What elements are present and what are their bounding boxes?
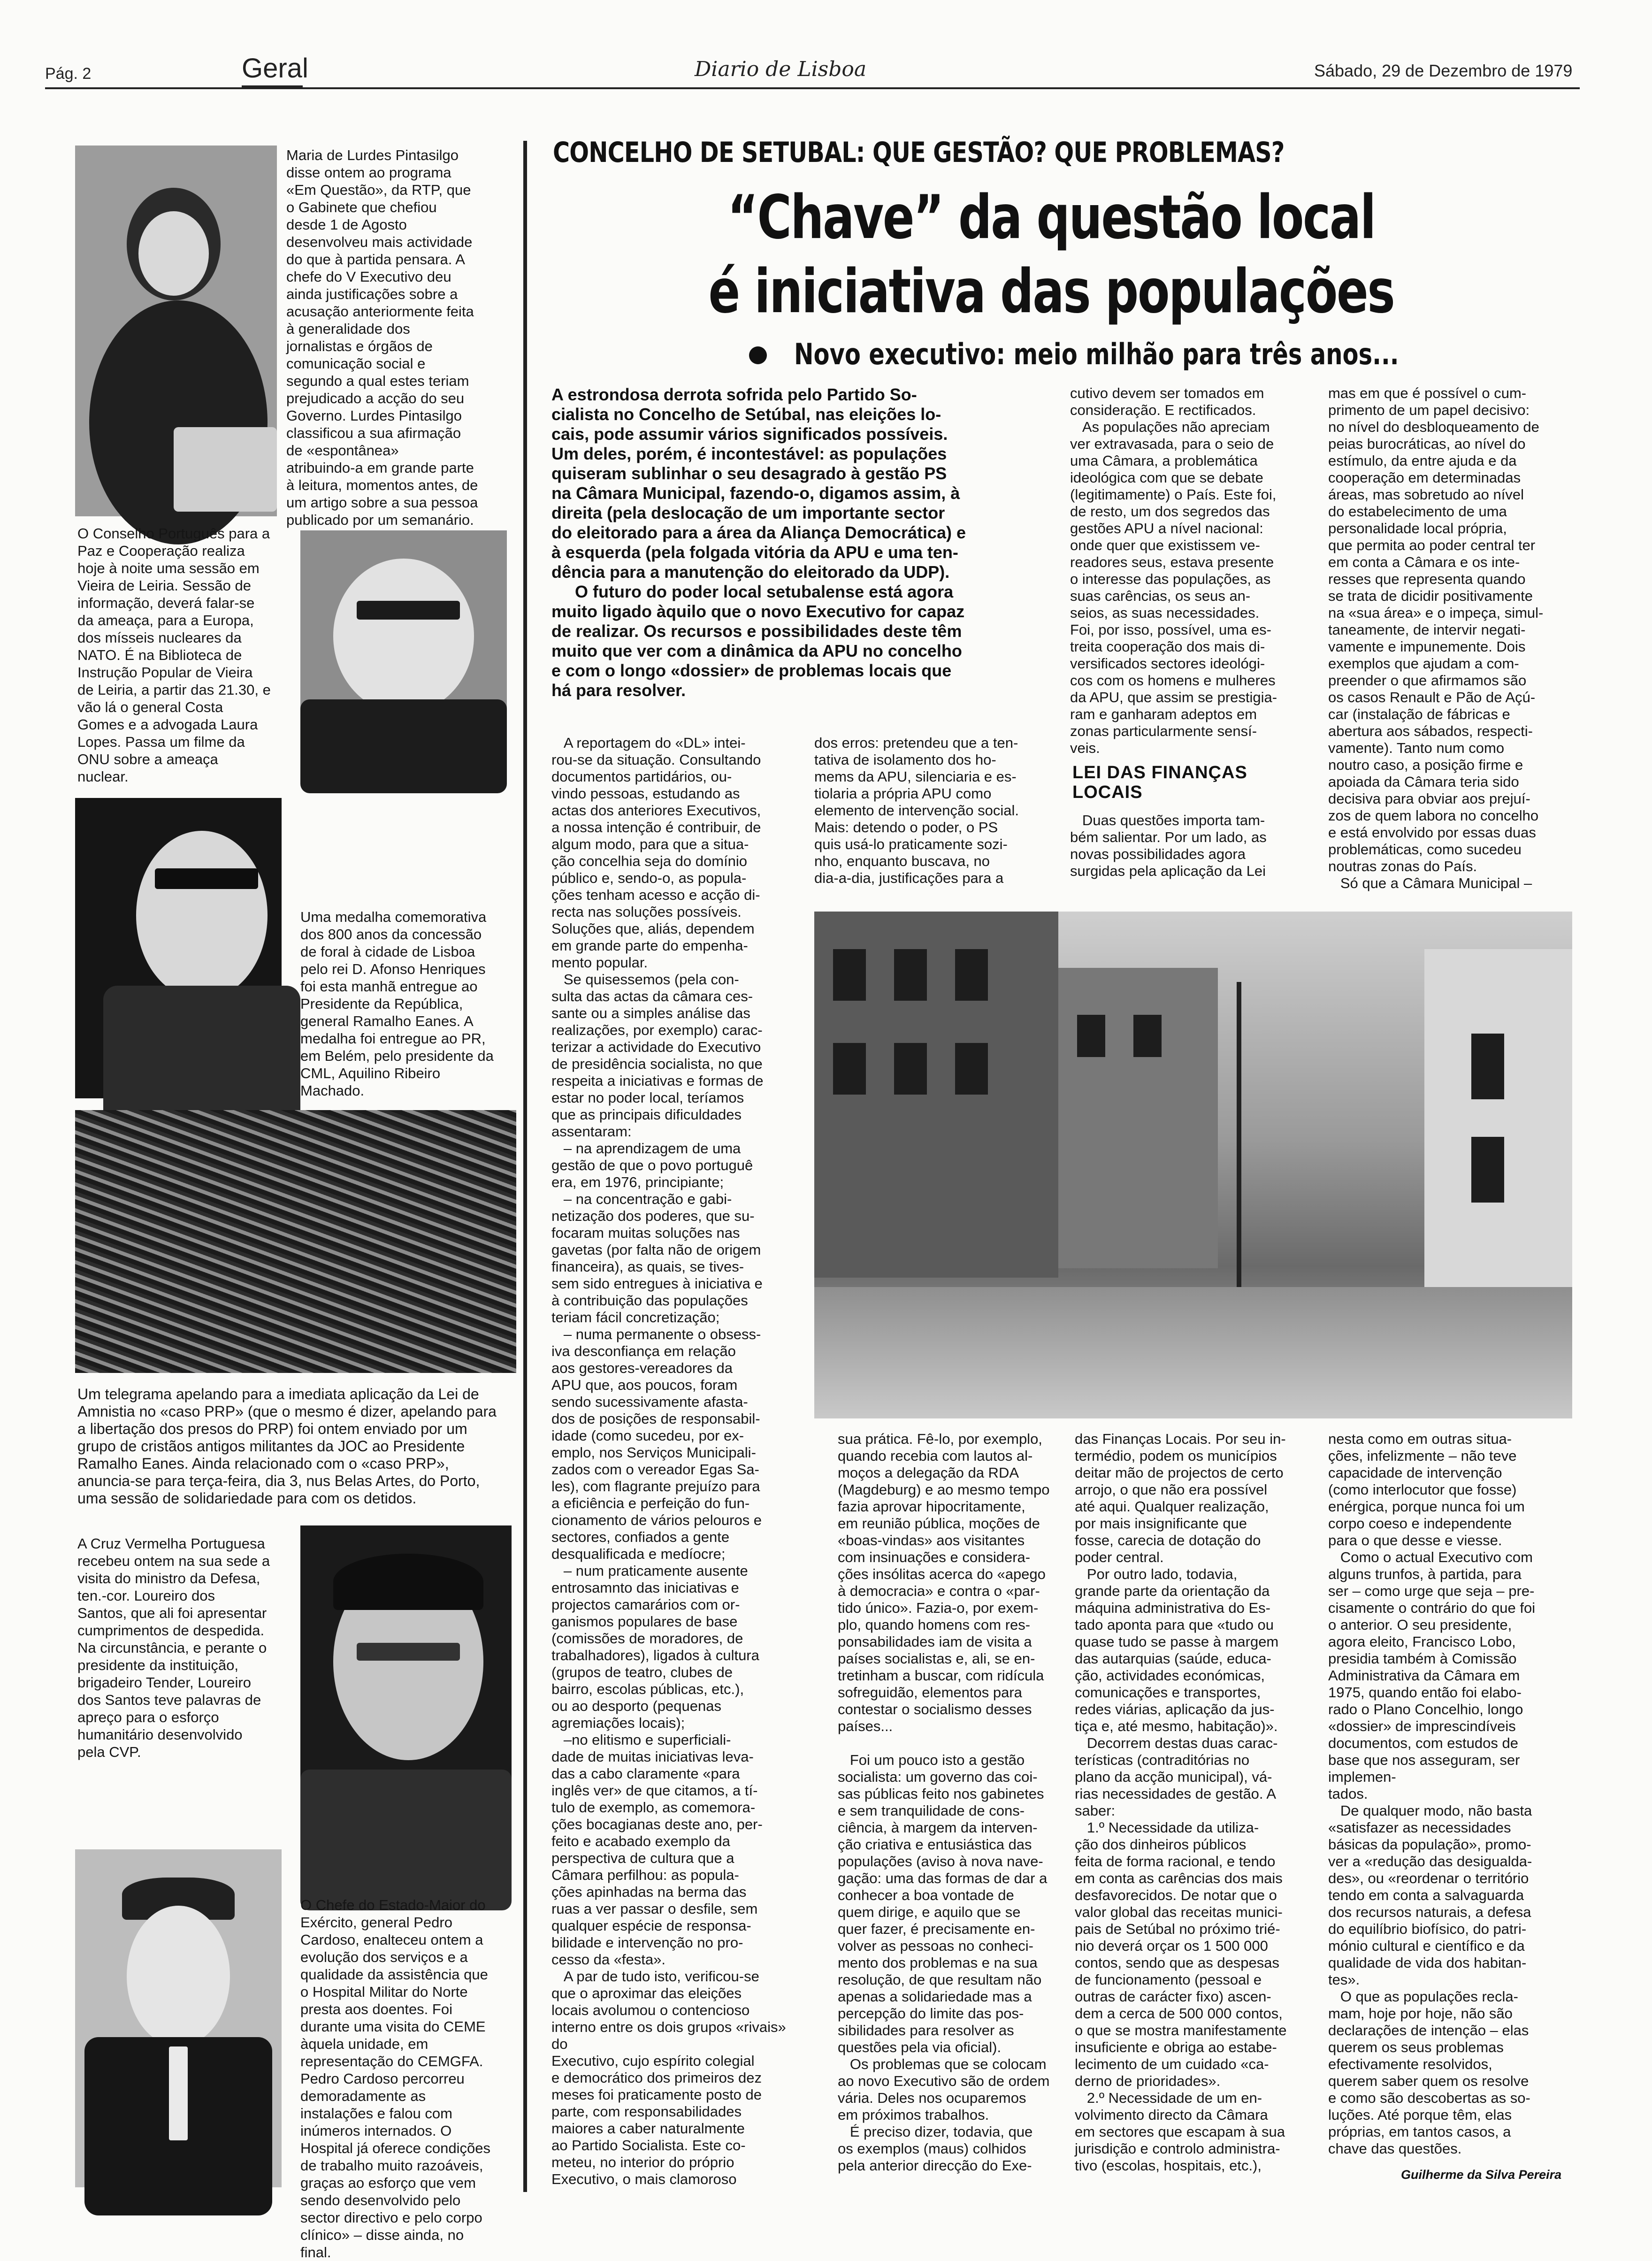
article-lead: A estrondosa derrota sofrida pelo Partido So- cialista no Concelho de Setúbal, nas eleições lo- cais, pode assumir vários significados possíveis. Um deles, porém, é incontestável: as populações quiseram sublinhar o seu desagrado à gestão PS na Câmara Municipal, fazendo-o, digamos assim, à direita (pela deslocação de um importante sector do eleitorado para a área da Aliança Democrática) e à esquerda (pela folgada vitória da APU e uma ten- dência para a manutenção do eleitorado da UDP). O futuro do poder local setubalense está agora muito ligado àquilo que o novo Executivo for capaz de realizar. Os recursos e possibilidades deste têm muito que ver com a dinâmica da APU no concelho e com o longo «dossier» de problemas locais que há para resolver. xyxy=(551,385,966,700)
photo-pintasilgo xyxy=(75,146,277,516)
caption-paz: O Conselho Português para a Paz e Cooperação realiza hoje à noite uma sessão em Vieira de Leiria. Sessão de informação, deverá falar-se da ameaça, para a Europa, dos mísseis nucleares da NATO. É na Biblioteca de Instrução Popular de Vieira de Leiria, a partir das 21.30, e vão lá o general Costa Gomes e a advogada Laura Lopes. Passa um filme da ONU sobre a ameaça nuclear. xyxy=(77,525,271,785)
article-column-c-bottom: das Finanças Locais. Por seu in- termédio, podem os municípios deitar mão de projectos de certo arrojo, o que não era possível até aqui. Qualquer realização, por mais insignificante que fosse, carecia de dotação do poder central. Por outro lado, todavia, grande parte da orientação da máquina administrativa do Es- tado aponta para que «tudo ou quase tudo se passe à margem das autarquias (saúde, educa- ção, actividades económicas, comunicações e transportes, redes viárias, aplicação da jus- tiça e, até mesmo, habitação)». Decorrem destas duas carac- terísticas (contraditórias no plano da acção municipal), vá- rias necessidades de gestão. A saber: 1.º Necessidade da utiliza- ção dos dinheiros públicos feita de forma racional, e tendo em conta as carências dos mais desfavorecidos. De notar que o valor global das receitas munici- pais de Setúbal no próximo trié- nio deverá orçar os 1 500 000 contos, sendo que as despesas de funcionamento (pessoal e outras de carácter fixo) ascen- dem a cerca de 500 000 contos, o que se mostra manifestamente insuficiente e obriga ao estabe- lecimento de um cuidado «ca- derno de prioridades». 2.º Necessidade de um en- volvimento directo da Câmara em sectores que escapam à sua jurisdição e controlo administra- tivo (escolas, hospitais, etc.), xyxy=(1075,1431,1287,2174)
section-name: Geral xyxy=(242,53,308,84)
article-column-b-top: dos erros: pretendeu que a ten- tativa de isolamento dos ho- mems da APU, silenciaria e es- tiolaria a própria APU como elemento de intervenção social. Mais: detendo o poder, o PS quis usá-lo praticamente sozi- nho, enquanto buscava, no dia-a-dia, justificações para a xyxy=(814,735,1019,886)
caption-chefe-estado-maior: O Chefe do Estado-Maior do Exército, general Pedro Cardoso, enalteceu ontem a evolução dos serviços e a qualidade da assistência que o Hospital Militar do Norte presta aos doentes. Foi durante uma visita do CEME àquela unidade, em representação do CEMGFA. Pedro Cardoso percorreu demoradamente as instalações e falou com inúmeros internados. O Hospital já oferece condições de trabalho muito razoáveis, graças ao esforço que vem sendo desenvolvido pelo sector directivo e pelo corpo clínico» – disse ainda, no final. xyxy=(300,1897,490,2261)
page-number: Pág. 2 xyxy=(45,65,92,83)
photo-pedro-cardoso xyxy=(75,1849,282,2187)
column-rule xyxy=(523,141,527,2192)
article-column-d-top: mas em que é possível o cum- primento de um papel decisivo: no nível do desbloqueamento de peias burocráticas, ao nível do estímulo, da entre ajuda e da cooperação em determinadas áreas, mas sobretudo ao nível do estabelecimento de uma personalidade local própria, que permita ao poder central ter em conta a Câmara e os inte- resses que representa quando se trata de dicidir positivamente na «sua área» e o impeça, simul- taneamente, de intervir negati- vamente e impunemente. Dois exemplos que ajudam a com- preender o que afirmamos são os casos Renault e Pão de Açú- car (instalação de fábricas e abertura aos sábados, respecti- vamente). Tanto num como noutro caso, a posição firme e apoiada da Câmara teria sido decisiva para obviar aos prejuí- zos de quem labora no concelho e está envolvido por essas duas problemáticas, como sucedeu noutras zonas do País. Só que a Câmara Municipal – xyxy=(1328,385,1544,891)
photo-costa-gomes xyxy=(300,530,507,774)
article-headline-line2: é iniciativa das populações xyxy=(708,257,1394,327)
section-subhead-financas: LEI DAS FINANÇAS LOCAIS xyxy=(1072,763,1247,802)
article-headline-line1: “Chave” da questão local xyxy=(727,183,1375,253)
caption-cruz-vermelha: A Cruz Vermelha Portuguesa recebeu ontem na sua sede a visita do ministro da Defesa, ten.-cor. Loureiro dos Santos, que ali foi apresentar cumprimentos de despedida. Na circunstância, e perante o presidente da instituição, brigadeiro Tender, Loureiro dos Santos teve palavras de apreço para o esforço humanitário desenvolvido pela CVP. xyxy=(77,1535,270,1760)
header-rule xyxy=(45,87,1580,89)
issue-date: Sábado, 29 de Dezembro de 1979 xyxy=(1314,61,1573,80)
photo-crowd xyxy=(75,1110,516,1373)
photo-loureiro-dos-santos xyxy=(300,1525,512,1882)
photo-eanes xyxy=(75,798,282,1098)
article-column-b-bottom: sua prática. Fê-lo, por exemplo, quando recebia com lautos al- moços a delegação da RDA (Magdeburg) e ao mesmo tempo fazia aprovar hipocritamente, em reunião pública, moções de «boas-vindas» aos visitantes com insinuações e considera- ções insólitas acerca do «apego à democracia» e contra o «par- tido único». Fazia-o, por exem- plo, quando homens com res- ponsabilidades iam de visita a países socialistas e, ali, se en- tretinham a buscar, com ridícula sofreguidão, elementos para contestar o socialismo desses países... Foi um pouco isto a gestão socialista: um governo das coi- sas públicas feito nos gabinetes e sem tranquilidade de cons- ciência, à margem da interven- ção criativa e entusiástica das populações (aviso à nova nave- gação: uma das formas de dar a conhecer a boa vontade de quem dirige, e aquilo que se quer fazer, é precisamente en- volver as pessoas no conheci- mento dos problemas e na sua resolução, de que resultam não apenas a solidariedade mas a percepção do limite das pos- sibilidades para resolver as questões pela via oficial). Os problemas que se colocam ao novo Executivo são de ordem vária. Deles nos ocuparemos em próximos trabalhos. É preciso dizer, todavia, que os exemplos (maus) colhidos pela anterior direcção do Exe- xyxy=(838,1431,1050,2174)
article-column-c-top2: Duas questões importa tam- bém salientar. Por um lado, as novas possibilidades agora surgidas pela aplicação da Lei xyxy=(1070,812,1267,879)
article-column-c-top: cutivo devem ser tomados em consideração. E rectificados. As populações não apreciam ver extravasada, para o seio de uma Câmara, a problemática ideológica com que se debate (legitimamente) o País. Este foi, de resto, um dos segredos das gestões APU a nível nacional: onde quer que existissem ve- readores seus, estava presente o interesse das populações, as suas carências, os seus an- seios, as suas necessidades. Foi, por isso, possível, uma es- treita cooperação dos mais di- versificados sectores ideológi- cos com os homens e mulheres da APU, que assim se prestigia- ram e ganharam adeptos em zonas particularmente sensí- veis. xyxy=(1070,385,1277,756)
caption-medalha: Uma medalha comemorativa dos 800 anos da concessão de foral à cidade de Lisboa pelo rei D. Afonso Henriques foi esta manhã entregue ao Presidente da República, general Ramalho Eanes. A medalha foi entregue ao PR, em Belém, pelo presidente da CML, Aquilino Ribeiro Machado. xyxy=(300,909,494,1099)
masthead: Diario de Lisboa xyxy=(695,57,867,81)
caption-pintasilgo: Maria de Lurdes Pintasilgo disse ontem ao programa «Em Questão», da RTP, que o Gabinete que chefiou desde 1 de Agosto desenvolveu mais actividade do que à partida pensara. A chefe do V Executivo deu ainda justificações sobre a acusação anteriormente feita à generalidade dos jornalistas e órgãos de comunicação social e segundo a qual estes teriam prejudicado a acção do seu Governo. Lurdes Pintasilgo classificou a sua afirmação de «espontânea» atribuindo-a em grande parte à leitura, momentos antes, de um artigo sobre a sua pessoa publicado por um semanário. xyxy=(286,147,478,528)
article-column-d-bottom: nesta como em outras situa- ções, infelizmente – não teve capacidade de intervenção (como interlocutor que fosse) enérgica, porque nunca foi um corpo coeso e independente para o que desse e viesse. Como o actual Executivo com alguns trunfos, à partida, para ser – como urge que seja – pre- cisamente o contrário do que foi o anterior. O seu presidente, agora eleito, Francisco Lobo, presidia também à Comissão Administrativa da Câmara em 1975, quando então foi elabo- rado o Plano Concelhio, longo «dossier» de imprescindíveis documentos, com estudos de base que nos asseguram, ser implemen- tados. De qualquer modo, não basta «satisfazer as necessidades básicas da população», promo- ver a «redução das desigualda- des», ou «reordenar o território tendo em conta a salvaguarda dos recursos naturais, a defesa do equilíbrio biofísico, do patri- mónio cultural e científico e da qualidade de vida dos habitan- tes». O que as populações recla- mam, hoje por hoje, não são declarações de intenção – elas querem os seus problemas efectivamente resolvidos, querem saber quem os resolve e como são descobertas as so- luções. Até porque têm, elas próprias, em tantos casos, a chave das questões. xyxy=(1328,1431,1536,2157)
article-column-a: A reportagem do «DL» intei- rou-se da situação. Consultando documentos partidários, ou- vindo pessoas, estudando as actas dos anteriores Executivos, a nossa intenção é contribuir, de algum modo, para que a situa- ção concelhia seja do domínio público e, sendo-o, as popula- ções tenham acesso e acção di- recta nas soluções possíveis. Soluções que, aliás, dependem em grande parte do empenha- mento popular. Se quisessemos (pela con- sulta das actas da câmara ces- sante ou a simples análise das realizações, por exemplo) carac- terizar a actividade do Executivo de presidência socialista, no que respeita a iniciativas e formas de estar no poder local, teríamos que as principais dificuldades assentaram: – na aprendizagem de uma gestão de que o povo portuguê era, em 1976, principiante; – na concentração e gabi- netização dos poderes, que su- focaram muitas soluções nas gavetas (por falta não de origem financeira), as quais, se tives- sem sido entregues à iniciativa e à contribuição das populações teriam fácil concretização; – numa permanente o obsess- iva desconfiança em relação aos gestores-vereadores da APU que, aos poucos, foram sendo sucessivamente afasta- dos de posições de responsabil- idade (como sucedeu, por ex- emplo, nos Serviços Municipali- zados com o vereador Egas Sa- les), com flagrante prejuízo para a eficiência e perfeição do fun- cionamento de vários pelouros e sectores, confiados a gente desqualificada e medíocre; – num praticamente ausente entrosamnto das iniciativas e projectos camarários com or- ganismos populares de base (comissões de moradores, de trabalhadores), ligados à cultura (grupos de teatro, clubes de bairro, escolas públicas, etc.), ou ao desporto (pequenas agremiações locais); –no elitismo e superficiali- dade de muitas iniciativas leva- das a cabo claramente «para inglês ver» de que citamos, a tí- tulo de exemplo, as comemora- ções bocagianas deste ano, per- feito e acabado exemplo da perspectiva de cultura que a Câmara perfilhou: as popula- ções apinhadas na berma das ruas a ver passar o desfile, sem qualquer espécie de responsa- bilidade e intervenção no pro- cesso da «festa». A par de tudo isto, verificou-se que o aproximar das eleições locais avolumou o contencioso interno entre os dois grupos «rivais» do Executivo, cujo espírito colegial e democrático dos primeiros dez meses foi praticamente posto de parte, com responsabilidades maiores a caber naturalmente ao Partido Socialista. Este co- meteu, no interior do próprio Executivo, o mais clamoroso xyxy=(551,735,786,2187)
caption-telegrama: Um telegrama apelando para a imediata aplicação da Lei de Amnistia no «caso PRP» (que o mesmo é dizer, apelando para a libertação dos presos do PRP) foi ontem enviado por um grupo de cristãos antigos militantes da JOC ao Presidente Ramalho Eanes. Ainda relacionado com o «caso PRP», anuncia-se para terça-feira, dia 3, nus Belas Artes, do Porto, uma sessão de solidariedade para com os detidos. xyxy=(77,1386,497,1507)
article-deck: Novo executivo: meio milhão para três anos... xyxy=(794,337,1399,371)
deck-bullet xyxy=(749,346,767,364)
article-byline: Guilherme da Silva Pereira xyxy=(1401,2168,1562,2182)
article-kicker: CONCELHO DE SETUBAL: QUE GESTÃO? QUE PROBLEMAS? xyxy=(553,136,1285,169)
photo-setubal-street xyxy=(814,912,1572,1418)
